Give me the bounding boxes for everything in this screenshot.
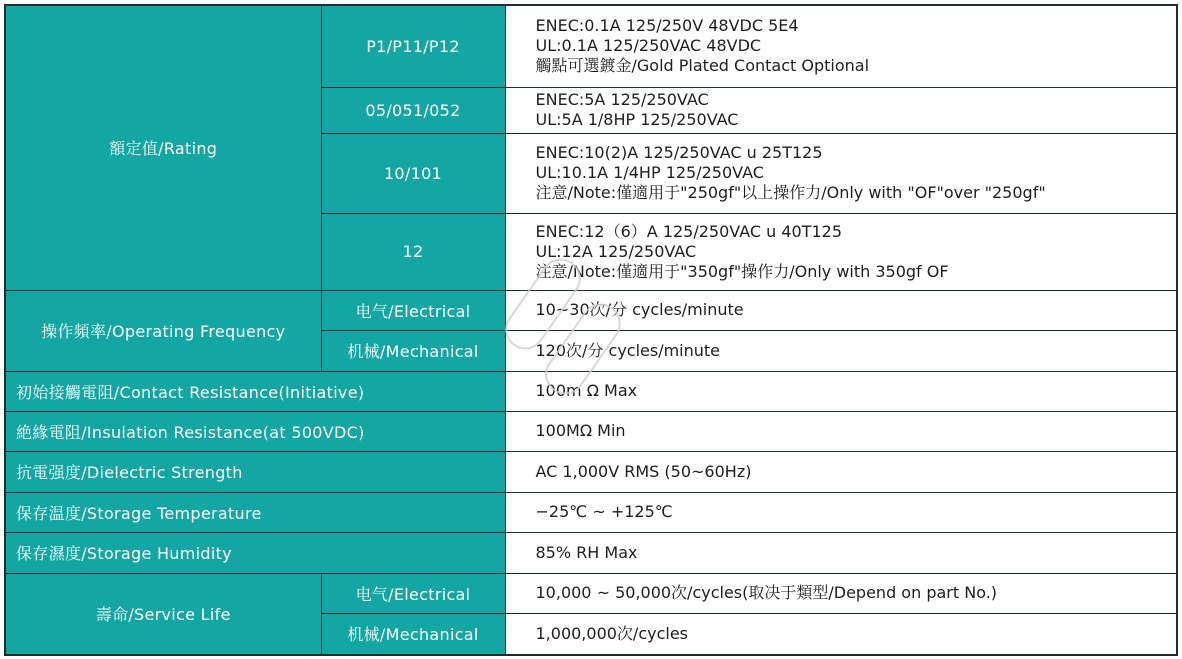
rating-value (505, 87, 1177, 133)
rating-sub-label: P1/P11/P12 (321, 5, 505, 87)
insulation-resistance-label: 絶緣電阻/Insulation Resistance(at 500VDC) (5, 411, 505, 451)
rating-value (505, 213, 1177, 290)
service-life-label: 壽命/Service Life (5, 573, 321, 655)
operating-frequency-mechanical-value: 120次/分 cycles/minute (505, 330, 1177, 371)
rating-label: 額定值/Rating (5, 5, 321, 290)
rating-sub-label: 05/051/052 (321, 87, 505, 133)
service-life-mechanical-value: 1,000,000次/cycles (505, 613, 1177, 655)
rating-value-line: 注意/Note:僅適用于"250gf"以上操作力/Only with "OF"over "250gf" (535, 183, 1046, 202)
rating-value-line: ENEC:0.1A 125/250V 48VDC 5E4 (535, 16, 799, 36)
operating-frequency-label: 操作頻率/Operating Frequency (5, 290, 321, 371)
rating-value-line: 注意/Note:僅適用于"350gf"操作力/Only with 350gf OF (535, 261, 949, 281)
table-row (5, 371, 1177, 411)
rating-value-line: ENEC:10(2)A 125/250VAC u 25T125 (535, 143, 823, 162)
service-life-mechanical-label: 机械/Mechanical (321, 613, 505, 655)
table-row (5, 411, 1177, 451)
rating-value-line: UL:10.1A 1/4HP 125/250VAC (535, 163, 764, 182)
storage-humidity-label: 保存濕度/Storage Humidity (5, 532, 505, 573)
table-row (5, 290, 1177, 330)
operating-frequency-mechanical-label: 机械/Mechanical (321, 330, 505, 371)
rating-value (505, 5, 1177, 87)
operating-frequency-electrical-value: 10~30次/分 cycles/minute (505, 290, 1177, 330)
rating-value-line: UL:0.1A 125/250VAC 48VDC (535, 36, 762, 56)
service-life-electrical-label: 电气/Electrical (321, 573, 505, 613)
storage-temperature-value: −25℃ ~ +125℃ (505, 492, 1177, 532)
spec-table (4, 4, 1178, 656)
service-life-electrical-value: 10,000 ~ 50,000次/cycles(取决于類型/Depend on part No.) (505, 573, 1177, 613)
table-row (5, 532, 1177, 573)
rating-value-line: UL:12A 125/250VAC (535, 241, 697, 261)
operating-frequency-electrical-label: 电气/Electrical (321, 290, 505, 330)
storage-temperature-label: 保存温度/Storage Temperature (5, 492, 505, 532)
contact-resistance-value: 100m Ω Max (505, 371, 1177, 411)
table-row (5, 5, 1177, 87)
table-row (5, 451, 1177, 492)
rating-value-line: ENEC:5A 125/250VAC (535, 90, 709, 109)
rating-value-line: 觸點可選鍍金/Gold Plated Contact Optional (535, 56, 870, 76)
contact-resistance-label: 初始接觸電阻/Contact Resistance(Initiative) (5, 371, 505, 411)
dielectric-strength-value: AC 1,000V RMS (50~60Hz) (505, 451, 1177, 492)
insulation-resistance-value: 100MΩ Min (505, 411, 1177, 451)
rating-value-line: UL:5A 1/8HP 125/250VAC (535, 110, 739, 129)
rating-sub-label: 12 (321, 213, 505, 290)
rating-sub-label: 10/101 (321, 133, 505, 213)
table-row (5, 492, 1177, 532)
table-row (5, 573, 1177, 613)
storage-humidity-value: 85% RH Max (505, 532, 1177, 573)
rating-value (505, 133, 1177, 213)
rating-value-line: ENEC:12（6）A 125/250VAC u 40T125 (535, 221, 843, 241)
dielectric-strength-label: 抗電强度/Dielectric Strength (5, 451, 505, 492)
